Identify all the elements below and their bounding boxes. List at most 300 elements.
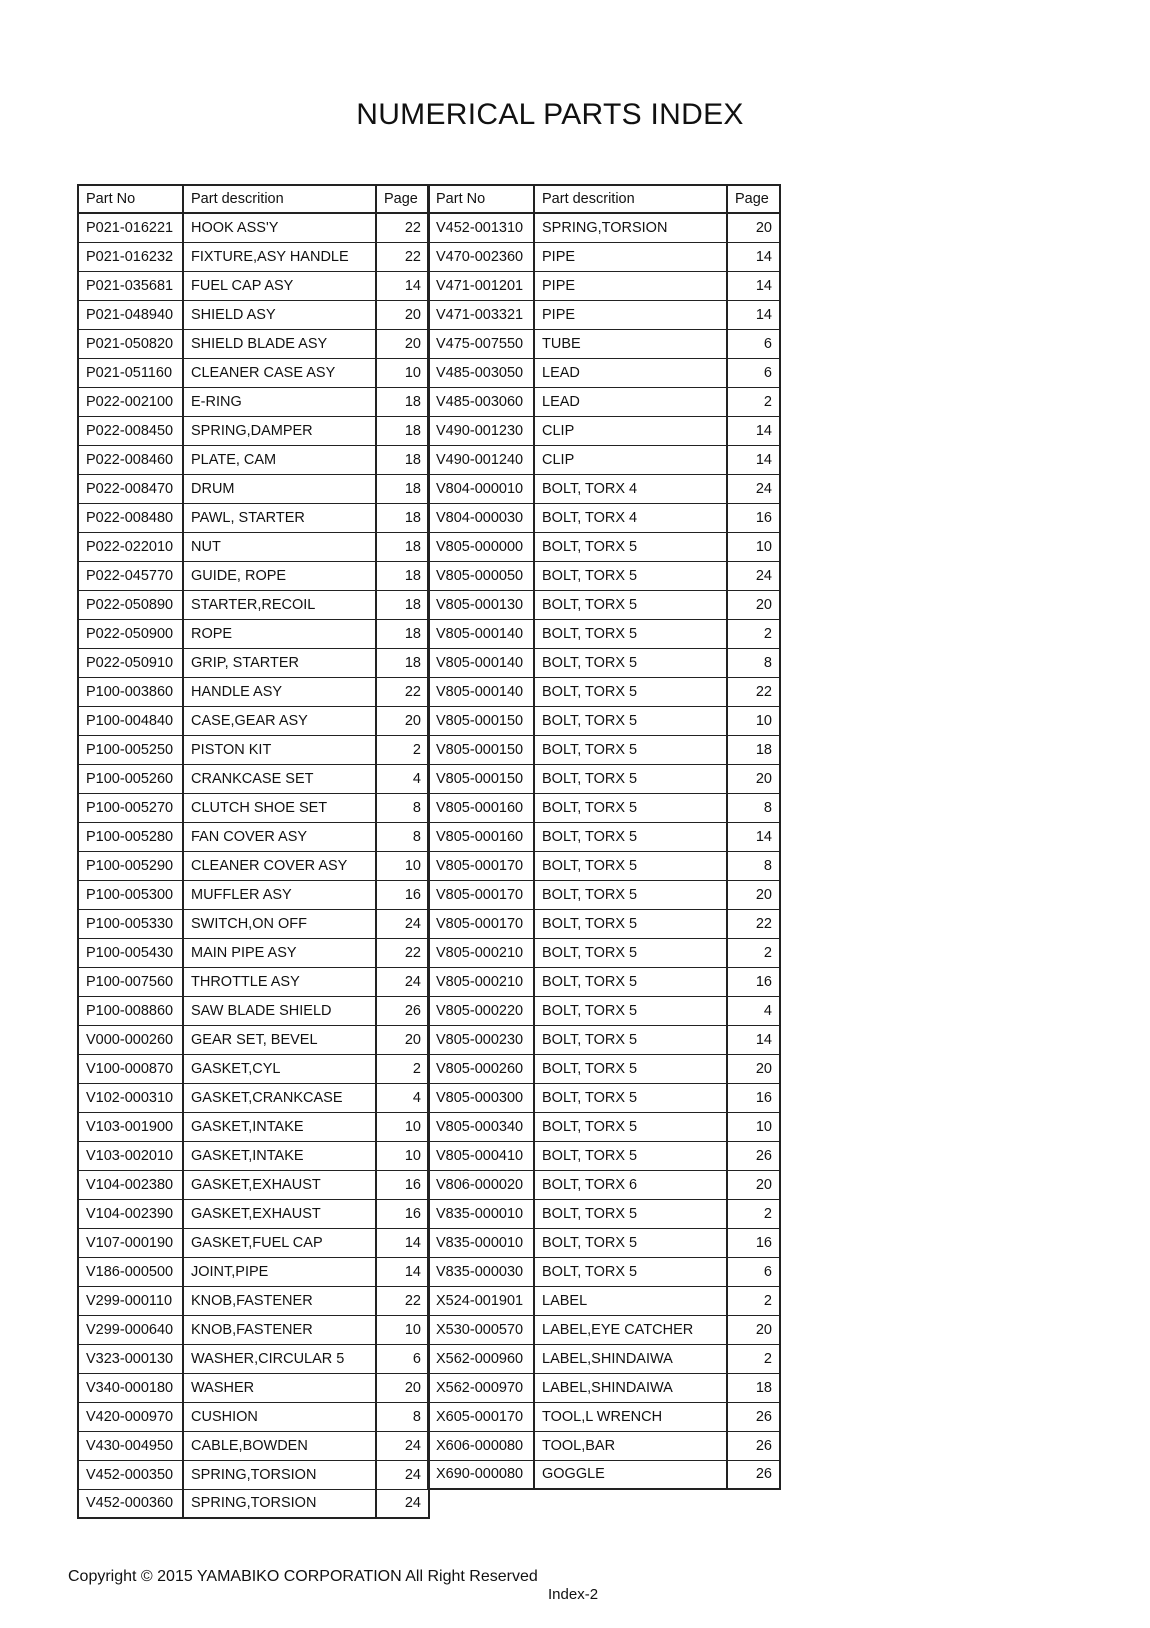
- table-row: [78, 1460, 429, 1489]
- cell-part-description: BOLT, TORX 5: [534, 619, 727, 648]
- cell-part-description: SPRING,TORSION: [183, 1460, 376, 1489]
- cell-part-description: KNOB,FASTENER: [183, 1315, 376, 1344]
- cell-page: 22: [727, 909, 780, 938]
- cell-page: 14: [376, 271, 429, 300]
- cell-page: 18: [727, 735, 780, 764]
- cell-page: 18: [376, 445, 429, 474]
- cell-part-no: P021-035681: [78, 271, 183, 300]
- table-row: [78, 561, 429, 590]
- cell-part-description: BOLT, TORX 5: [534, 735, 727, 764]
- cell-page: 18: [376, 416, 429, 445]
- cell-part-no: V835-000030: [428, 1257, 534, 1286]
- cell-part-description: PIPE: [534, 300, 727, 329]
- cell-part-description: CUSHION: [183, 1402, 376, 1431]
- table-body: [428, 213, 780, 1489]
- table-row: [428, 1344, 780, 1373]
- table-row: [428, 677, 780, 706]
- table-row: [428, 213, 780, 242]
- cell-part-no: P100-005250: [78, 735, 183, 764]
- cell-part-no: P022-008460: [78, 445, 183, 474]
- cell-page: 2: [727, 938, 780, 967]
- parts-index-table-right: [427, 184, 781, 1490]
- cell-part-description: FIXTURE,ASY HANDLE: [183, 242, 376, 271]
- table-row: [428, 967, 780, 996]
- cell-part-no: V805-000160: [428, 793, 534, 822]
- table-row: [78, 387, 429, 416]
- cell-page: 16: [376, 880, 429, 909]
- cell-part-no: V835-000010: [428, 1199, 534, 1228]
- cell-part-no: V805-000140: [428, 677, 534, 706]
- cell-part-description: GASKET,CYL: [183, 1054, 376, 1083]
- table-row: [428, 445, 780, 474]
- table-row: [428, 1141, 780, 1170]
- table-row: [78, 1402, 429, 1431]
- cell-part-description: SPRING,DAMPER: [183, 416, 376, 445]
- cell-page: 26: [727, 1460, 780, 1489]
- cell-page: 8: [376, 1402, 429, 1431]
- cell-page: 26: [727, 1431, 780, 1460]
- table-row: [78, 996, 429, 1025]
- cell-page: 26: [376, 996, 429, 1025]
- cell-part-description: GASKET,FUEL CAP: [183, 1228, 376, 1257]
- cell-part-description: SHIELD ASY: [183, 300, 376, 329]
- cell-part-description: BOLT, TORX 4: [534, 503, 727, 532]
- table-row: [78, 1025, 429, 1054]
- cell-part-no: P022-008450: [78, 416, 183, 445]
- cell-part-description: BOLT, TORX 5: [534, 909, 727, 938]
- table-row: [428, 590, 780, 619]
- page-number: Index-2: [548, 1586, 599, 1603]
- table-row: [428, 387, 780, 416]
- cell-page: 26: [727, 1141, 780, 1170]
- cell-page: 14: [727, 1025, 780, 1054]
- cell-part-no: P100-005430: [78, 938, 183, 967]
- cell-part-no: P100-005270: [78, 793, 183, 822]
- cell-page: 6: [727, 329, 780, 358]
- cell-part-no: V299-000640: [78, 1315, 183, 1344]
- cell-page: 16: [727, 1228, 780, 1257]
- cell-page: 20: [727, 1170, 780, 1199]
- table-row: [428, 532, 780, 561]
- cell-part-no: V805-000230: [428, 1025, 534, 1054]
- cell-part-description: KNOB,FASTENER: [183, 1286, 376, 1315]
- cell-part-no: X562-000960: [428, 1344, 534, 1373]
- cell-part-description: JOINT,PIPE: [183, 1257, 376, 1286]
- cell-page: 24: [376, 909, 429, 938]
- page-title: NUMERICAL PARTS INDEX: [356, 98, 744, 131]
- cell-part-description: LEAD: [534, 358, 727, 387]
- cell-page: 2: [727, 1286, 780, 1315]
- table-row: [428, 1083, 780, 1112]
- table-row: [428, 1054, 780, 1083]
- cell-part-no: V104-002390: [78, 1199, 183, 1228]
- cell-part-no: P100-004840: [78, 706, 183, 735]
- cell-part-description: BOLT, TORX 5: [534, 880, 727, 909]
- cell-page: 20: [376, 706, 429, 735]
- table-row: [78, 1112, 429, 1141]
- cell-page: 20: [376, 1373, 429, 1402]
- cell-part-description: TOOL,BAR: [534, 1431, 727, 1460]
- table-row: [428, 880, 780, 909]
- cell-part-no: P021-048940: [78, 300, 183, 329]
- table-row: [78, 329, 429, 358]
- cell-part-no: V475-007550: [428, 329, 534, 358]
- table-row: [78, 1228, 429, 1257]
- cell-part-description: CRANKCASE SET: [183, 764, 376, 793]
- table-row: [428, 474, 780, 503]
- cell-part-description: GOGGLE: [534, 1460, 727, 1489]
- cell-part-description: GEAR SET, BEVEL: [183, 1025, 376, 1054]
- cell-part-description: SHIELD BLADE ASY: [183, 329, 376, 358]
- cell-page: 16: [727, 1083, 780, 1112]
- cell-part-no: X530-000570: [428, 1315, 534, 1344]
- cell-page: 8: [727, 851, 780, 880]
- table-row: [78, 619, 429, 648]
- table-body: [78, 213, 429, 1518]
- table-row: [78, 271, 429, 300]
- cell-page: 20: [727, 213, 780, 242]
- cell-part-no: V452-000360: [78, 1489, 183, 1518]
- cell-page: 10: [376, 1315, 429, 1344]
- table-row: [428, 706, 780, 735]
- table-row: [428, 735, 780, 764]
- cell-page: 20: [727, 1054, 780, 1083]
- cell-part-no: V805-000140: [428, 648, 534, 677]
- cell-page: 6: [376, 1344, 429, 1373]
- table-row: [78, 1315, 429, 1344]
- cell-page: 4: [376, 1083, 429, 1112]
- cell-part-description: TUBE: [534, 329, 727, 358]
- cell-part-no: V805-000170: [428, 880, 534, 909]
- cell-page: 24: [727, 474, 780, 503]
- cell-page: 22: [376, 938, 429, 967]
- table-row: [428, 996, 780, 1025]
- header-part-no: Part No: [428, 185, 534, 213]
- table-row: [428, 300, 780, 329]
- cell-part-no: P100-005290: [78, 851, 183, 880]
- cell-part-no: V835-000010: [428, 1228, 534, 1257]
- cell-part-no: P021-051160: [78, 358, 183, 387]
- table-row: [78, 1083, 429, 1112]
- cell-part-description: GASKET,INTAKE: [183, 1112, 376, 1141]
- table-row: [78, 503, 429, 532]
- cell-page: 18: [376, 503, 429, 532]
- table-row: [78, 1054, 429, 1083]
- cell-part-no: V805-000210: [428, 938, 534, 967]
- table-row: [78, 677, 429, 706]
- cell-part-description: PIPE: [534, 242, 727, 271]
- table-row: [78, 1344, 429, 1373]
- cell-part-no: V485-003050: [428, 358, 534, 387]
- cell-part-description: GASKET,INTAKE: [183, 1141, 376, 1170]
- cell-part-no: P100-005280: [78, 822, 183, 851]
- cell-part-no: X562-000970: [428, 1373, 534, 1402]
- cell-page: 6: [727, 358, 780, 387]
- cell-part-no: V107-000190: [78, 1228, 183, 1257]
- cell-part-no: V805-000150: [428, 706, 534, 735]
- cell-page: 14: [727, 271, 780, 300]
- table-row: [428, 1460, 780, 1489]
- table-row: [428, 561, 780, 590]
- cell-part-no: V805-000260: [428, 1054, 534, 1083]
- cell-part-no: V471-003321: [428, 300, 534, 329]
- cell-part-no: V340-000180: [78, 1373, 183, 1402]
- cell-part-no: P022-050890: [78, 590, 183, 619]
- cell-part-no: V805-000050: [428, 561, 534, 590]
- cell-part-description: GASKET,EXHAUST: [183, 1199, 376, 1228]
- cell-part-description: BOLT, TORX 5: [534, 938, 727, 967]
- cell-part-description: BOLT, TORX 5: [534, 822, 727, 851]
- parts-index-table-left: [77, 184, 430, 1519]
- cell-page: 8: [376, 793, 429, 822]
- table-row: [78, 735, 429, 764]
- cell-part-description: BOLT, TORX 5: [534, 1141, 727, 1170]
- cell-page: 4: [376, 764, 429, 793]
- cell-part-no: V806-000020: [428, 1170, 534, 1199]
- table-row: [78, 358, 429, 387]
- table-row: [428, 1286, 780, 1315]
- cell-page: 22: [727, 677, 780, 706]
- cell-page: 14: [727, 300, 780, 329]
- cell-part-no: V430-004950: [78, 1431, 183, 1460]
- cell-page: 20: [376, 300, 429, 329]
- cell-page: 24: [727, 561, 780, 590]
- table-row: [428, 358, 780, 387]
- table-row: [78, 1170, 429, 1199]
- cell-page: 24: [376, 1460, 429, 1489]
- cell-part-description: BOLT, TORX 4: [534, 474, 727, 503]
- table-row: [428, 416, 780, 445]
- table-row: [78, 938, 429, 967]
- cell-part-no: V103-001900: [78, 1112, 183, 1141]
- header-part-no: Part No: [78, 185, 183, 213]
- cell-part-no: V000-000260: [78, 1025, 183, 1054]
- cell-page: 10: [376, 1112, 429, 1141]
- table-row: [78, 1199, 429, 1228]
- cell-page: 2: [376, 735, 429, 764]
- header-page: Page: [376, 185, 429, 213]
- cell-part-description: BOLT, TORX 5: [534, 1257, 727, 1286]
- table-row: [78, 648, 429, 677]
- cell-page: 24: [376, 1489, 429, 1518]
- cell-part-description: LABEL,SHINDAIWA: [534, 1344, 727, 1373]
- table-row: [78, 1257, 429, 1286]
- table-row: [78, 822, 429, 851]
- cell-page: 2: [727, 1199, 780, 1228]
- cell-part-no: P022-050910: [78, 648, 183, 677]
- cell-part-description: NUT: [183, 532, 376, 561]
- cell-page: 4: [727, 996, 780, 1025]
- cell-part-description: LABEL,EYE CATCHER: [534, 1315, 727, 1344]
- cell-part-description: FAN COVER ASY: [183, 822, 376, 851]
- table-row: [78, 1489, 429, 1518]
- table-row: [428, 1228, 780, 1257]
- cell-part-no: P022-008480: [78, 503, 183, 532]
- copyright-notice: Copyright © 2015 YAMABIKO CORPORATION All Right Reserved: [68, 1568, 538, 1585]
- cell-part-no: V804-000030: [428, 503, 534, 532]
- cell-page: 16: [376, 1170, 429, 1199]
- table-row: [78, 300, 429, 329]
- cell-part-no: P022-045770: [78, 561, 183, 590]
- cell-part-description: GASKET,EXHAUST: [183, 1170, 376, 1199]
- cell-part-no: V805-000210: [428, 967, 534, 996]
- cell-part-description: STARTER,RECOIL: [183, 590, 376, 619]
- cell-page: 10: [376, 1141, 429, 1170]
- cell-page: 22: [376, 213, 429, 242]
- cell-part-description: CLEANER COVER ASY: [183, 851, 376, 880]
- table-row: [428, 1257, 780, 1286]
- cell-page: 14: [727, 822, 780, 851]
- cell-part-no: P100-007560: [78, 967, 183, 996]
- table-row: [78, 532, 429, 561]
- cell-page: 8: [727, 648, 780, 677]
- cell-page: 18: [376, 561, 429, 590]
- cell-part-description: BOLT, TORX 5: [534, 648, 727, 677]
- cell-part-no: V490-001230: [428, 416, 534, 445]
- cell-part-description: MAIN PIPE ASY: [183, 938, 376, 967]
- cell-page: 22: [376, 1286, 429, 1315]
- cell-part-no: P021-050820: [78, 329, 183, 358]
- cell-part-description: CASE,GEAR ASY: [183, 706, 376, 735]
- cell-part-description: WASHER,CIRCULAR 5: [183, 1344, 376, 1373]
- cell-part-description: TOOL,L WRENCH: [534, 1402, 727, 1431]
- cell-page: 16: [727, 503, 780, 532]
- cell-part-description: BOLT, TORX 5: [534, 851, 727, 880]
- table-row: [78, 909, 429, 938]
- cell-part-description: BOLT, TORX 5: [534, 1199, 727, 1228]
- cell-part-description: BOLT, TORX 5: [534, 996, 727, 1025]
- table-row: [428, 1315, 780, 1344]
- table-row: [428, 1199, 780, 1228]
- table-row: [78, 1431, 429, 1460]
- table-row: [78, 764, 429, 793]
- cell-part-description: SPRING,TORSION: [183, 1489, 376, 1518]
- cell-part-no: V805-000160: [428, 822, 534, 851]
- cell-page: 14: [376, 1257, 429, 1286]
- cell-page: 2: [727, 387, 780, 416]
- cell-part-description: BOLT, TORX 5: [534, 1228, 727, 1257]
- cell-page: 2: [727, 619, 780, 648]
- table-row: [78, 1373, 429, 1402]
- table-row: [78, 851, 429, 880]
- cell-part-no: V186-000500: [78, 1257, 183, 1286]
- cell-part-no: X605-000170: [428, 1402, 534, 1431]
- cell-part-no: P100-003860: [78, 677, 183, 706]
- cell-part-description: GASKET,CRANKCASE: [183, 1083, 376, 1112]
- cell-part-no: P022-008470: [78, 474, 183, 503]
- cell-part-description: CLIP: [534, 445, 727, 474]
- table-row: [428, 938, 780, 967]
- cell-part-description: BOLT, TORX 5: [534, 1112, 727, 1141]
- cell-part-no: V805-000150: [428, 735, 534, 764]
- table-row: [78, 1141, 429, 1170]
- cell-part-no: V420-000970: [78, 1402, 183, 1431]
- cell-part-no: V323-000130: [78, 1344, 183, 1373]
- cell-page: 24: [376, 1431, 429, 1460]
- cell-page: 8: [376, 822, 429, 851]
- cell-page: 18: [376, 474, 429, 503]
- cell-part-no: V103-002010: [78, 1141, 183, 1170]
- table-row: [78, 967, 429, 996]
- cell-page: 14: [727, 242, 780, 271]
- cell-part-description: HANDLE ASY: [183, 677, 376, 706]
- cell-page: 10: [727, 1112, 780, 1141]
- cell-part-description: BOLT, TORX 5: [534, 764, 727, 793]
- table-row: [428, 822, 780, 851]
- table-row: [78, 445, 429, 474]
- cell-page: 10: [376, 851, 429, 880]
- table-row: [78, 1286, 429, 1315]
- cell-part-no: V490-001240: [428, 445, 534, 474]
- cell-page: 22: [376, 242, 429, 271]
- cell-part-no: V471-001201: [428, 271, 534, 300]
- cell-part-description: PAWL, STARTER: [183, 503, 376, 532]
- cell-page: 18: [727, 1373, 780, 1402]
- table-row: [428, 619, 780, 648]
- cell-part-no: V452-001310: [428, 213, 534, 242]
- cell-page: 20: [376, 329, 429, 358]
- cell-part-description: THROTTLE ASY: [183, 967, 376, 996]
- cell-part-no: V805-000170: [428, 851, 534, 880]
- cell-part-description: CLIP: [534, 416, 727, 445]
- header-part-description: Part descrition: [534, 185, 727, 213]
- cell-page: 24: [376, 967, 429, 996]
- cell-part-description: PIPE: [534, 271, 727, 300]
- cell-page: 14: [727, 445, 780, 474]
- cell-page: 26: [727, 1402, 780, 1431]
- cell-part-description: BOLT, TORX 6: [534, 1170, 727, 1199]
- table-row: [428, 503, 780, 532]
- cell-part-no: P100-005260: [78, 764, 183, 793]
- cell-part-no: V102-000310: [78, 1083, 183, 1112]
- table-row: [428, 1402, 780, 1431]
- cell-part-description: SAW BLADE SHIELD: [183, 996, 376, 1025]
- cell-part-no: V100-000870: [78, 1054, 183, 1083]
- cell-part-no: P100-005330: [78, 909, 183, 938]
- table-row: [428, 648, 780, 677]
- cell-part-description: CLEANER CASE ASY: [183, 358, 376, 387]
- cell-part-no: V805-000130: [428, 590, 534, 619]
- cell-part-no: V805-000300: [428, 1083, 534, 1112]
- table-row: [78, 590, 429, 619]
- table-row: [428, 1431, 780, 1460]
- cell-part-no: P022-022010: [78, 532, 183, 561]
- cell-part-description: ROPE: [183, 619, 376, 648]
- table-row: [78, 880, 429, 909]
- cell-page: 2: [376, 1054, 429, 1083]
- cell-part-no: V805-000150: [428, 764, 534, 793]
- cell-page: 2: [727, 1344, 780, 1373]
- cell-part-description: HOOK ASS'Y: [183, 213, 376, 242]
- cell-part-no: V104-002380: [78, 1170, 183, 1199]
- cell-part-description: LEAD: [534, 387, 727, 416]
- table-row: [78, 213, 429, 242]
- cell-part-description: MUFFLER ASY: [183, 880, 376, 909]
- cell-part-description: PLATE, CAM: [183, 445, 376, 474]
- cell-part-description: BOLT, TORX 5: [534, 590, 727, 619]
- cell-part-no: V805-000000: [428, 532, 534, 561]
- cell-page: 20: [727, 1315, 780, 1344]
- cell-part-no: P100-008860: [78, 996, 183, 1025]
- table-row: [78, 474, 429, 503]
- cell-part-no: V805-000340: [428, 1112, 534, 1141]
- cell-part-description: BOLT, TORX 5: [534, 706, 727, 735]
- table-row: [428, 851, 780, 880]
- table-row: [78, 242, 429, 271]
- table-row: [78, 416, 429, 445]
- cell-page: 8: [727, 793, 780, 822]
- cell-part-description: BOLT, TORX 5: [534, 967, 727, 996]
